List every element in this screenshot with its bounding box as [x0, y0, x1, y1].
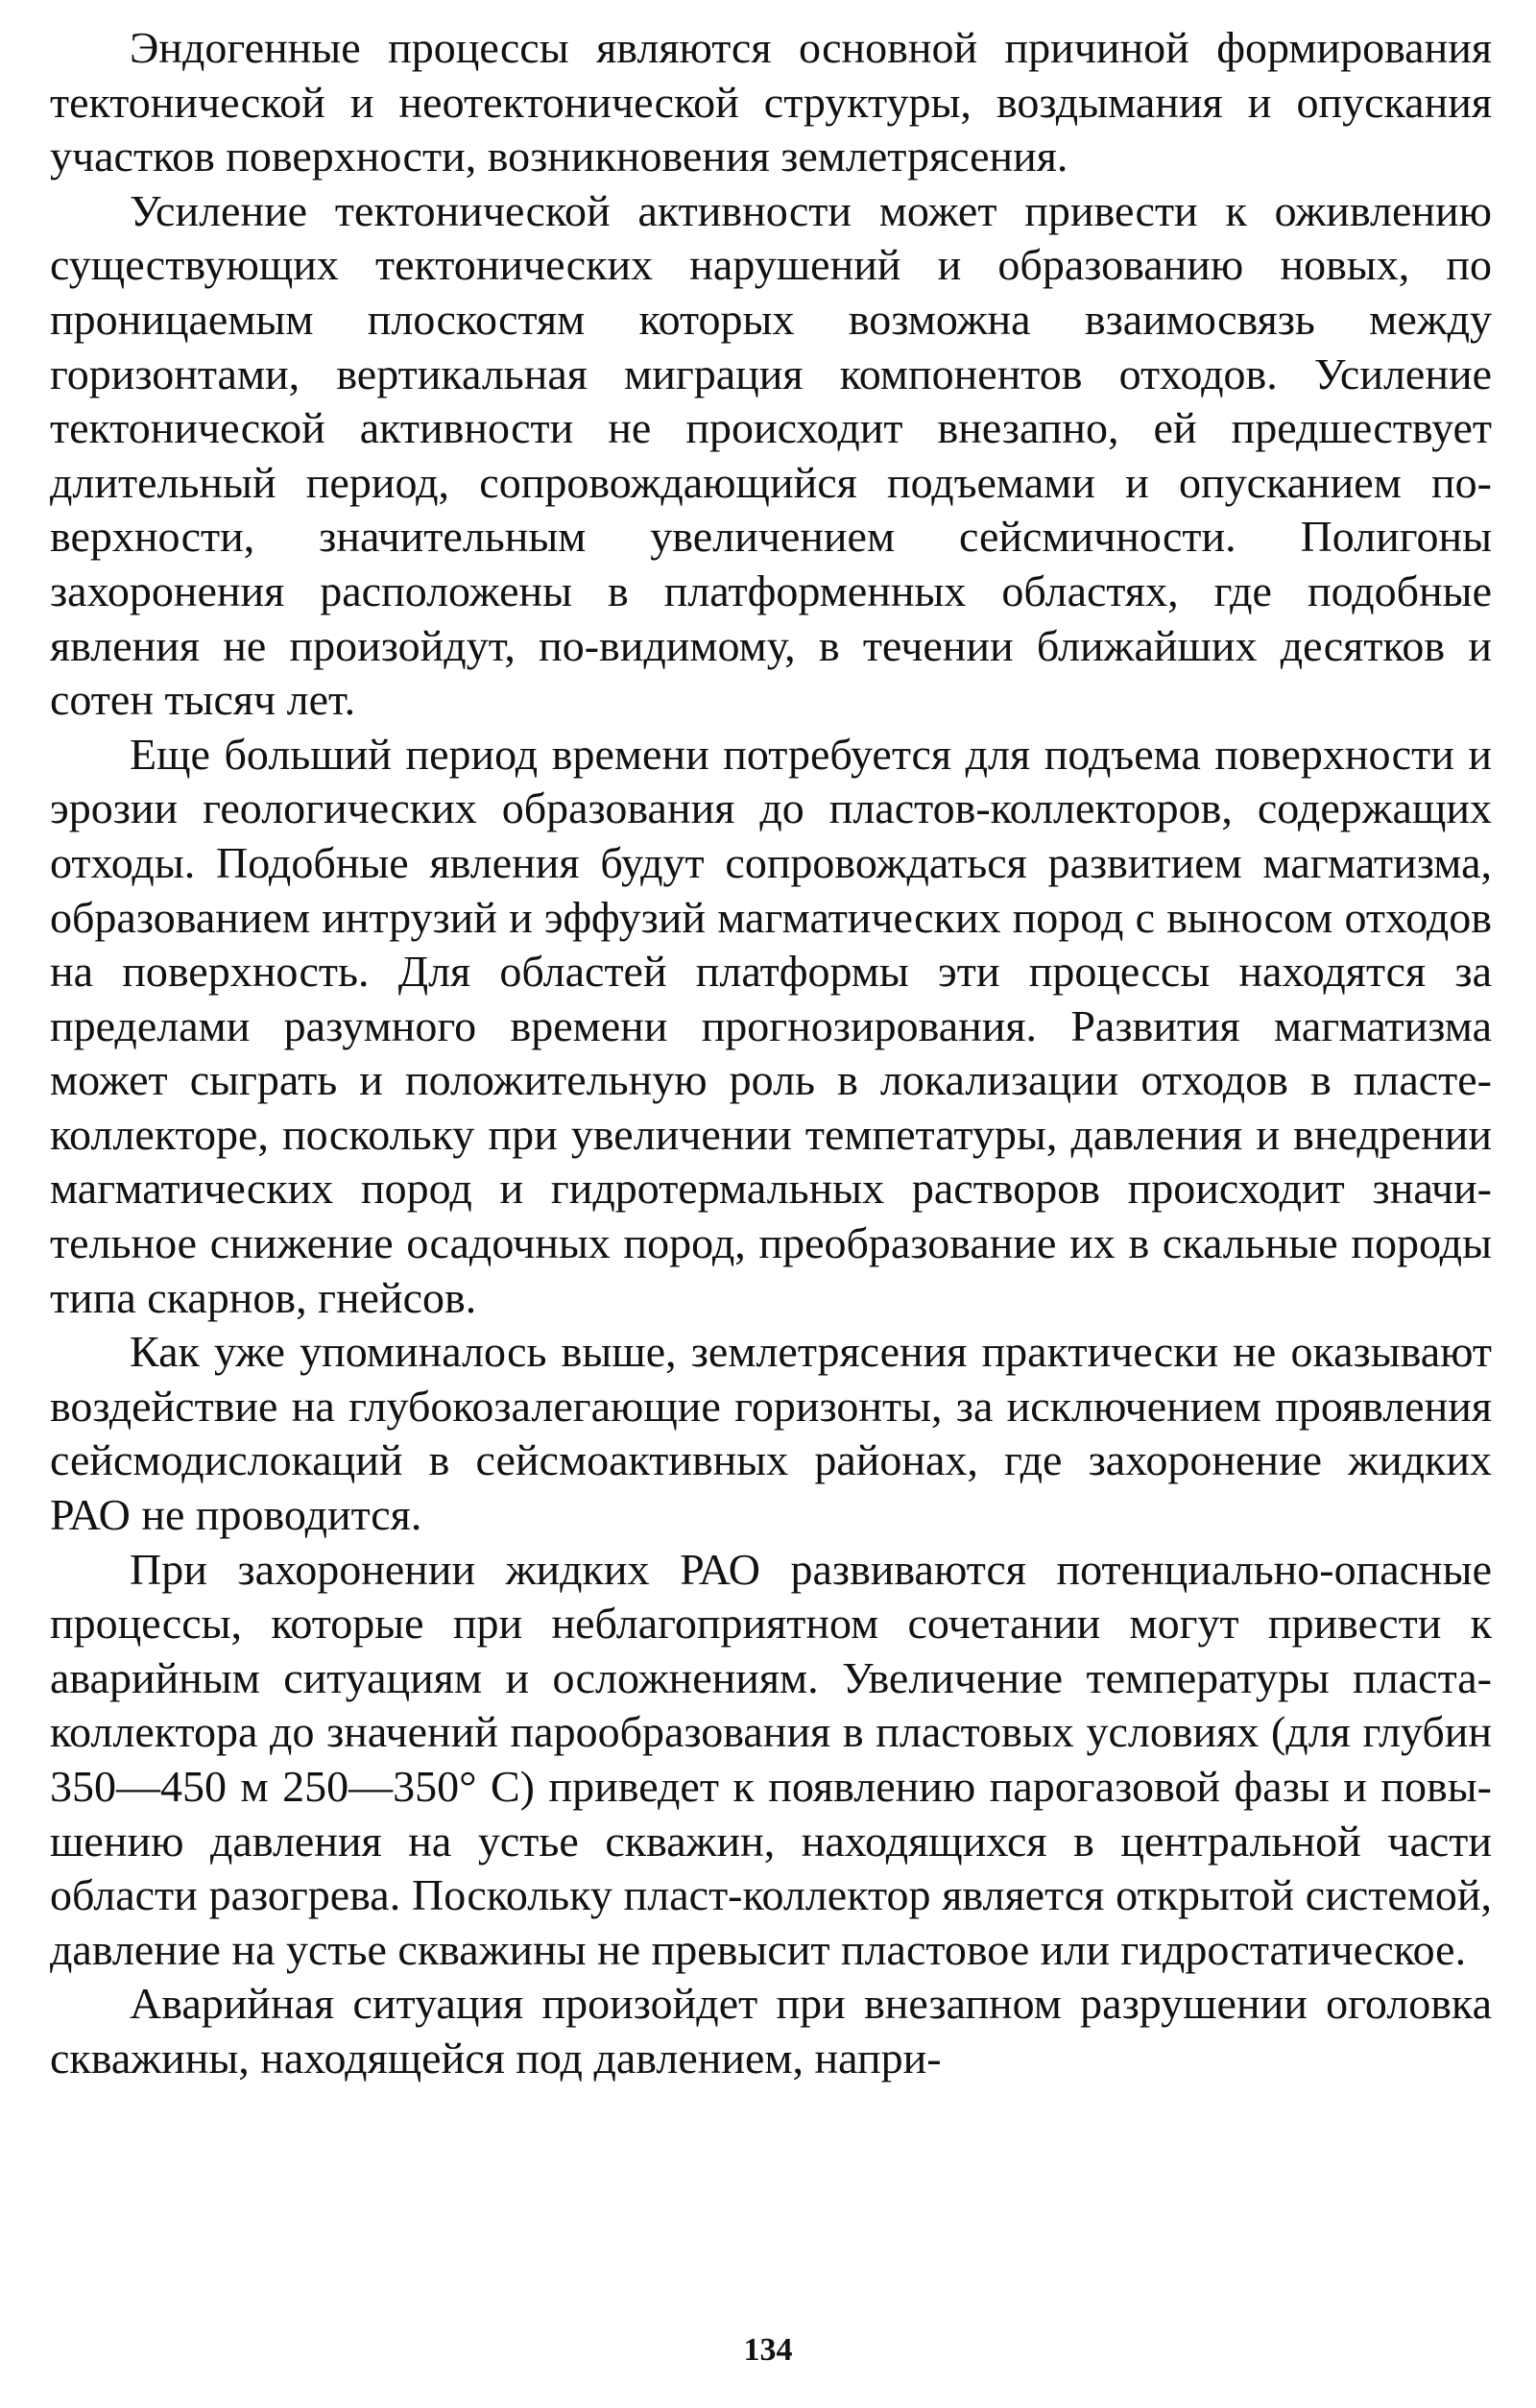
body-text — [50, 21, 1492, 2086]
page-number: 134 — [743, 2332, 793, 2368]
paragraph-emergency-situation: Аварийная ситуация произойдет при внезапном разрушении оголовка скважины, находящейся под давлением, напри- — [50, 1979, 1492, 2083]
paragraph-liquid-rao-burial: При захоронении жидких РАО развиваются потенциально-опасные процессы, которые при неблагоприятном сочетании могут привести к аварийным ситуациям и осложнениям. Увеличение температуры пласта-коллектора до значений парообразования в пластовых условиях (для глубин 350—450 м 250—350° С) приведет к появлению парогазовой фазы и повышению давления на устье скважин, находящихся в центральной части области разогрева. Поскольку пласт-коллектор является открытой системой, давление на устье скважины не превысит пластовое или гидростатическое. — [50, 1544, 1492, 1974]
paragraph-tectonic-activity: Усиление тектонической активности может привести к оживлению существующих тектонических нарушений и образованию новых, по проницаемым плоскостям которых возможна взаимосвязь между горизонтами, вертикальная миграция компонентов отходов. Усиление тектонической активности не происходит внезапно, ей предшествует длительный период, сопровождающийся подъемами и опусканием поверхности, значительным увеличением сейсмичности. Полигоны захоронения расположены в платформенных областях, где подобные явления не произойдут, по-видимому, в течении ближайших десятков и сотен тысяч лет. — [50, 185, 1492, 725]
paragraph-endogenous-processes: Эндогенные процессы являются основной причиной формирования тектонической и неотектонической структуры, воздымания и опускания участков поверхности, возникновения землетрясения. — [50, 23, 1492, 181]
paragraph-earthquakes: Как уже упоминалось выше, землетрясения практически не оказывают воздействие на глубокозалегающие горизонты, за исключением проявления сейсмодислокаций в сейсмоактивных районах, где захоронение жидких РАО не проводится. — [50, 1327, 1492, 1540]
paragraph-surface-uplift: Еще больший период времени потребуется для подъема поверхности и эрозии геологических образования до пластов-коллекторов, содержащих отходы. Подобные явления будут сопровождаться развитием магматизма, образованием интрузий и эффузий магматических пород с выносом отходов на поверхность. Для областей платформы эти процессы находятся за пределами разумного времени прогнозирования. Развития магматизма может сыграть и положительную роль в локализации отходов в пласте-коллекторе, поскольку при увеличении темпетатуры, давления и внедрении магматических пород и гидротермальных растворов происходит значительное снижение осадочных пород, преобразование их в скальные породы типа скарнов, гнейсов. — [50, 729, 1492, 1322]
